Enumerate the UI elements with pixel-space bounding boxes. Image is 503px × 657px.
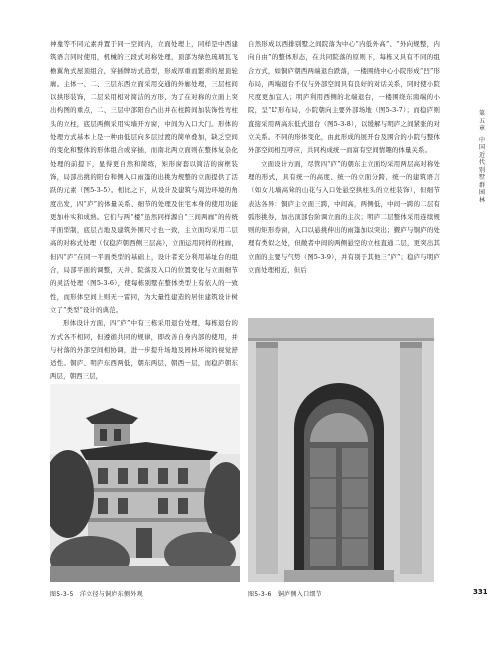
side-tab-char: 别 <box>478 166 485 174</box>
side-tab-char: 代 <box>478 159 485 166</box>
figure-caption-5-3-6: 图5-3-6 铜庐侧入口细节 <box>248 591 322 598</box>
building-exterior-illustration <box>50 384 240 582</box>
side-tab-char: 园 <box>478 189 485 196</box>
side-tab-char: 林 <box>478 196 485 204</box>
side-entrance-photo <box>248 318 434 582</box>
side-tab-char: 近 <box>478 151 485 159</box>
side-tab-char: 墅 <box>478 174 485 181</box>
chapter-label <box>476 110 488 133</box>
side-tab-char: 章 <box>478 125 485 132</box>
page-number: 331 <box>473 588 488 596</box>
chapter-side-tab <box>476 110 488 204</box>
figure-caption-5-3-5: 图5-3-5 洋立径与铜庐东侧外观 <box>50 591 143 598</box>
side-tab-char: 五 <box>478 117 485 125</box>
chapter-title <box>476 137 488 205</box>
right-paragraph-2: 立面设计方面，尽管四“庐”的朝东主立面均采用两层高对称处理的形式，具有统一的高度、统一的立面分跨、统一的建筑语言（如女儿墙高耸的山花与入口处悬空拱柱头的立柱装饰），但细节表达各异：铜庐主立面三跨，中间高，两侧低，中间一跨的二层有弧形挑券，加出顶部台阶调立面的主次；明庐二层整体采用连续规则的矩形券窗，入口以悬挑伸出的雨篷加以突出；觐庐与铜庐的处理有类似之处，但敞者中间的两侧悬空的立柱直通二层，更突出其立面的主要与气势（图5-3-9），并有别于其他三“庐”；稳庐与明庐立面处理相近，但后 <box>248 159 440 275</box>
side-entrance-illustration <box>248 318 434 582</box>
left-paragraph-1: 神龛等不同元素并置于同一空间内，立面处理上，同样是中西建筑语言同时使用，机械的三段式对称处理，顶部为绿色琉璃瓦飞檐翼角式屋顶组合，穿插牌坊式造型，形成厚重而繁琐的屋顶轮廓。主体一、二、三层东西立面采用交通的外廊处理，三层柱间以拱形装饰，二层采用相对简洁的方形，为了在对称的立面上突出构图的重点，二、三层中部阳台凸出并在柱跨间加装饰性弯柱头的立柱，底层两侧采用实墙开方窗，中间为入口大门。形体的处理方式基本上是一种由低层向多层过渡的简单叠加，缺乏空间的变化和整体的形体组合或穿插，而南北两立面则在整体复杂化处理的前提下，显得更自然和简练，矩形窗套以简洁的窗框装饰，局部出挑的阳台和侧入口雨篷的出挑为规整的立面提供了活跃的元素（图5-3-5）。相比之下，从设计及建筑与周边环境的角度出发，四“庐”的体量关系、细节的处理及住宅本身的使用功能更加朴实和成熟。它们与两“楼”虽然同样源自“三间两廊”的传统平面型制，底层占地及建筑外围尺寸也一致，主立面均采用二层高的对称式处理（仅稳庐朝西侧三层高），立面运用同样的柱廊，但四“庐”在同一平面类型的基础上，设计者充分利用基址台的组合，局部平面的调整，天井、院落及入口的位置变化与立面细节的灵活处理（图5-3-6），使每栋别墅在整体类型上有依人的一致性，而形体空间上则无一雷同，为大量性建造的居住建筑设计树立了“类型”设计的典范。 <box>50 40 238 314</box>
side-tab-char: 群 <box>478 181 485 189</box>
right-text-column <box>248 38 440 277</box>
side-tab-char: 中 <box>478 136 485 144</box>
left-text-column <box>50 38 238 384</box>
side-tab-char: 国 <box>478 144 485 151</box>
side-tab-char: 第 <box>478 110 485 117</box>
right-paragraph-1: 自然形成以西排别墅之间院落为中心“内低外高”、“外向规整，内向自由”的整体形态，在共同院落的原则下，每栋又具有不同的组合方式，如铜庐朝西两端退台跌落，一楼围绕中心小院形成“凹”形布局，两端退台不仅与外部空间具有良好的对话关系，同时使小院尺度更加宜人；明庐利用西侧的北端退台，一楼围绕东南端的小院，呈“L”形布局，小院朝向主要外部场地（图5-3-7）；而稳庐则直接采用两高东低式退台（图5-3-8），以缓解与明庐之间紧张的对立关系。不同的形体变化，由此形成的展开台及围合的小院与整体外部空间相互呼应，共同构成统一而富有空间情趣的体量关系。 <box>248 40 440 155</box>
left-paragraph-2: 形体设计方面，四“庐”中有三栋采用退台处理，每栋退台的方式各不相同，但遵循共同的规律，即改善自身内部的使用，并与村落的外部空间相协调，进一步提升场地及园林环境的视觉舒适性。铜庐、明庐东西两低，朝东两层，朝西一层，而稳庐朝东两层，朝西三层， <box>50 319 238 381</box>
building-exterior-photo <box>50 384 240 582</box>
